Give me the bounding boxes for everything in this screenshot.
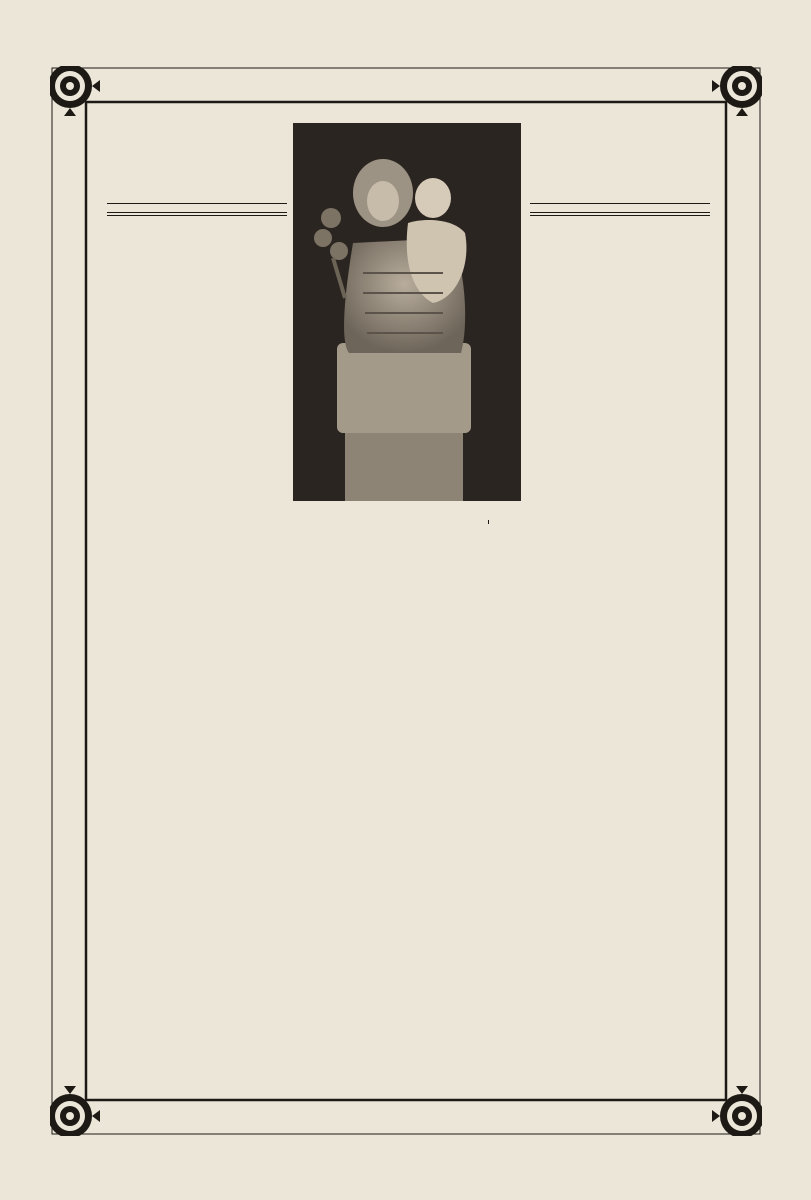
header-left	[107, 115, 287, 280]
divider	[530, 203, 710, 204]
floral-ornament-icon	[530, 139, 710, 173]
floral-ornament-icon	[530, 246, 710, 280]
page-content	[100, 115, 712, 1105]
header-right	[530, 115, 710, 280]
virgin-and-child-statue-icon	[293, 123, 521, 501]
verse-column-3	[488, 520, 718, 524]
verses	[100, 520, 712, 950]
divider	[530, 212, 710, 216]
divider	[107, 212, 287, 216]
virgin-statue-photo	[293, 123, 521, 501]
floral-ornament-icon	[107, 246, 287, 280]
divider	[107, 203, 287, 204]
floral-ornament-icon	[107, 139, 287, 173]
